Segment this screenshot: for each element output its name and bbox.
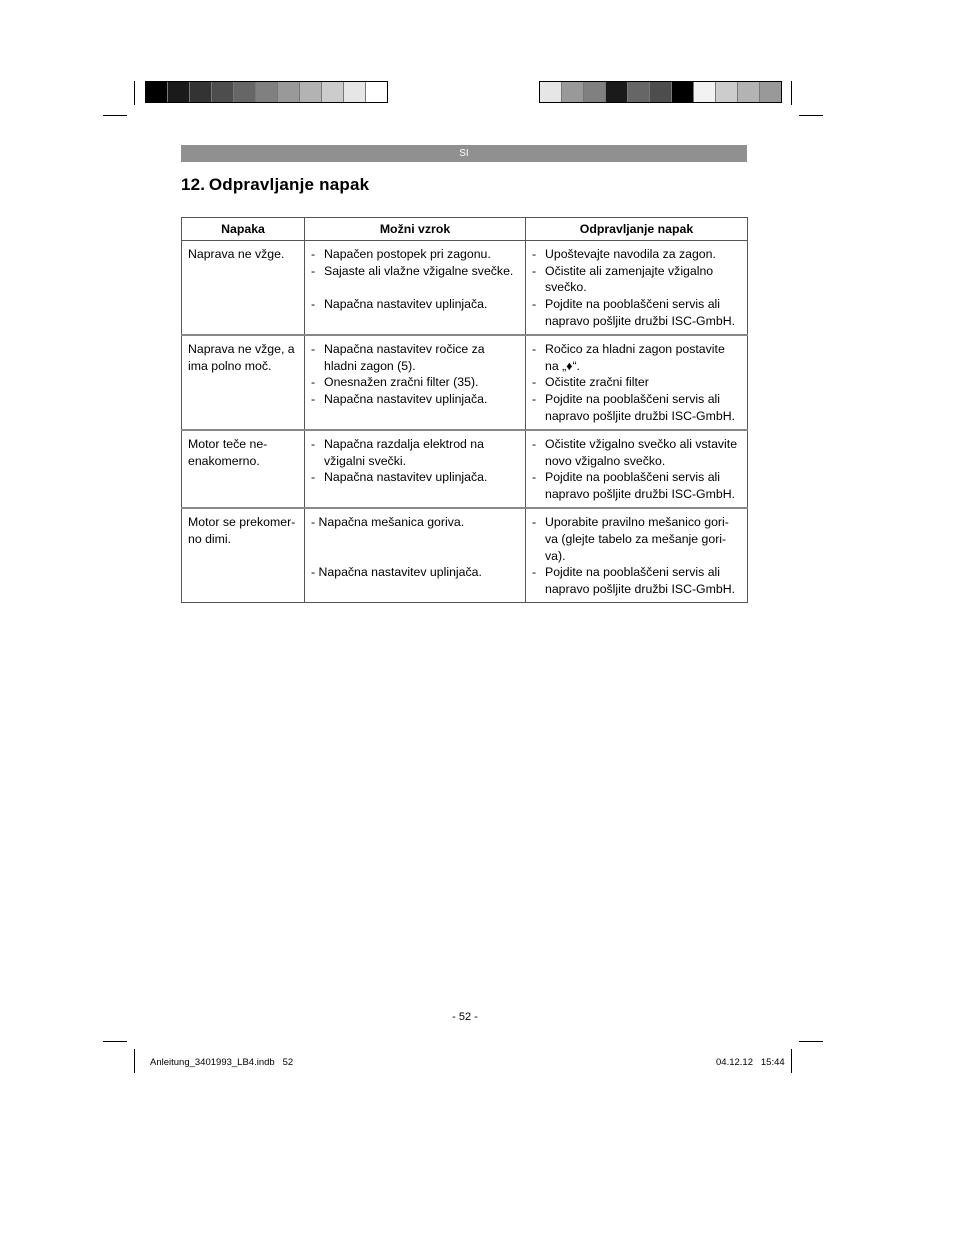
print-slug-datetime: 04.12.12 15:44 (716, 1057, 785, 1068)
cause-item: - Napačna nastavitev uplinjača. (311, 565, 482, 580)
remedy-item: - Ročico za hladni zagon postavite na „♦“. (532, 341, 741, 375)
color-swatch (300, 82, 322, 102)
color-swatch (146, 82, 168, 102)
fault-cell: Naprava ne vžge, a ima polno moč. (182, 335, 305, 430)
cause-item: - Napačna nastavitev uplinjača. (311, 469, 519, 486)
color-strip-right (539, 81, 782, 103)
color-swatch (212, 82, 234, 102)
cause-cell (305, 335, 526, 430)
print-slug-file: Anleitung_3401993_LB4.indb 52 (150, 1057, 294, 1068)
color-swatch (256, 82, 278, 102)
color-swatch (716, 82, 738, 102)
cause-item: - Sajaste ali vlažne vžigalne svečke. (311, 263, 519, 280)
color-swatch (190, 82, 212, 102)
color-strip-left (145, 81, 388, 103)
cause-item: - Onesnažen zračni filter (35). (311, 374, 519, 391)
color-swatch (760, 82, 781, 102)
cause-item: - Napačna razdalja elektrod na vžigalni svečki. (311, 436, 519, 470)
color-swatch (234, 82, 256, 102)
fault-cell: Motor se prekomer-no dimi. (182, 508, 305, 602)
remedy-cell (526, 335, 748, 430)
remedy-item: - Pojdite na pooblaščeni servis ali napravo pošljite družbi ISC-GmbH. (532, 469, 741, 503)
table-header-row (182, 218, 748, 241)
remedy-item: - Pojdite na pooblaščeni servis ali napravo pošljite družbi ISC-GmbH. (532, 564, 741, 598)
cause-cell (305, 508, 526, 602)
cause-cell (305, 240, 526, 334)
remedy-item: - Pojdite na pooblaščeni servis ali napravo pošljite družbi ISC-GmbH. (532, 296, 741, 330)
table-row (182, 508, 748, 602)
color-swatch (738, 82, 760, 102)
crop-mark (791, 81, 792, 105)
cause-item: - Napačen postopek pri zagonu. (311, 246, 519, 263)
troubleshooting-table (181, 217, 748, 603)
color-swatch (584, 82, 606, 102)
column-header: Odpravljanje napak (526, 218, 748, 241)
fault-cell: Naprava ne vžge. (182, 240, 305, 334)
column-header: Napaka (182, 218, 305, 241)
remedy-item: - Očistite vžigalno svečko ali vstavite novo vžigalno svečko. (532, 436, 741, 470)
color-swatch (694, 82, 716, 102)
table-row (182, 430, 748, 508)
cause-item: - Napačna nastavitev ročice za hladni zagon (5). (311, 341, 519, 375)
crop-mark (799, 1041, 823, 1042)
color-swatch (562, 82, 584, 102)
crop-mark (103, 115, 127, 116)
color-swatch (628, 82, 650, 102)
color-swatch (366, 82, 387, 102)
cause-item: - Napačna mešanica goriva. (311, 514, 465, 529)
language-header-bar (181, 145, 747, 162)
table-row (182, 335, 748, 430)
remedy-item: - Uporabite pravilno mešanico gori-va (glejte tabelo za mešanje gori-va). (532, 514, 741, 564)
section-title: 12. Odpravljanje napak (181, 175, 370, 194)
color-swatch (344, 82, 366, 102)
crop-mark (791, 1049, 792, 1073)
remedy-item: - Pojdite na pooblaščeni servis ali napravo pošljite družbi ISC-GmbH. (532, 391, 741, 425)
column-header: Možni vzrok (305, 218, 526, 241)
remedy-cell (526, 240, 748, 334)
color-swatch (672, 82, 694, 102)
remedy-item: - Očistite zračni filter (532, 374, 741, 391)
color-swatch (606, 82, 628, 102)
cause-cell (305, 430, 526, 508)
cause-item: - Napačna nastavitev uplinjača. (311, 296, 519, 313)
color-swatch (168, 82, 190, 102)
color-swatch (322, 82, 344, 102)
fault-cell: Motor teče ne-enakomerno. (182, 430, 305, 508)
table-row (182, 240, 748, 334)
crop-mark (134, 81, 135, 105)
remedy-item: - Očistite ali zamenjajte vžigalno svečko. (532, 263, 741, 297)
crop-mark (134, 1049, 135, 1073)
page-number: - 52 - (452, 1011, 478, 1023)
color-swatch (278, 82, 300, 102)
cause-item: - Napačna nastavitev uplinjača. (311, 391, 519, 408)
remedy-cell (526, 430, 748, 508)
crop-mark (799, 115, 823, 116)
color-swatch (650, 82, 672, 102)
crop-mark (103, 1041, 127, 1042)
remedy-cell (526, 508, 748, 602)
remedy-item: - Upoštevajte navodila za zagon. (532, 246, 741, 263)
language-code: SI (459, 148, 469, 159)
color-swatch (540, 82, 562, 102)
